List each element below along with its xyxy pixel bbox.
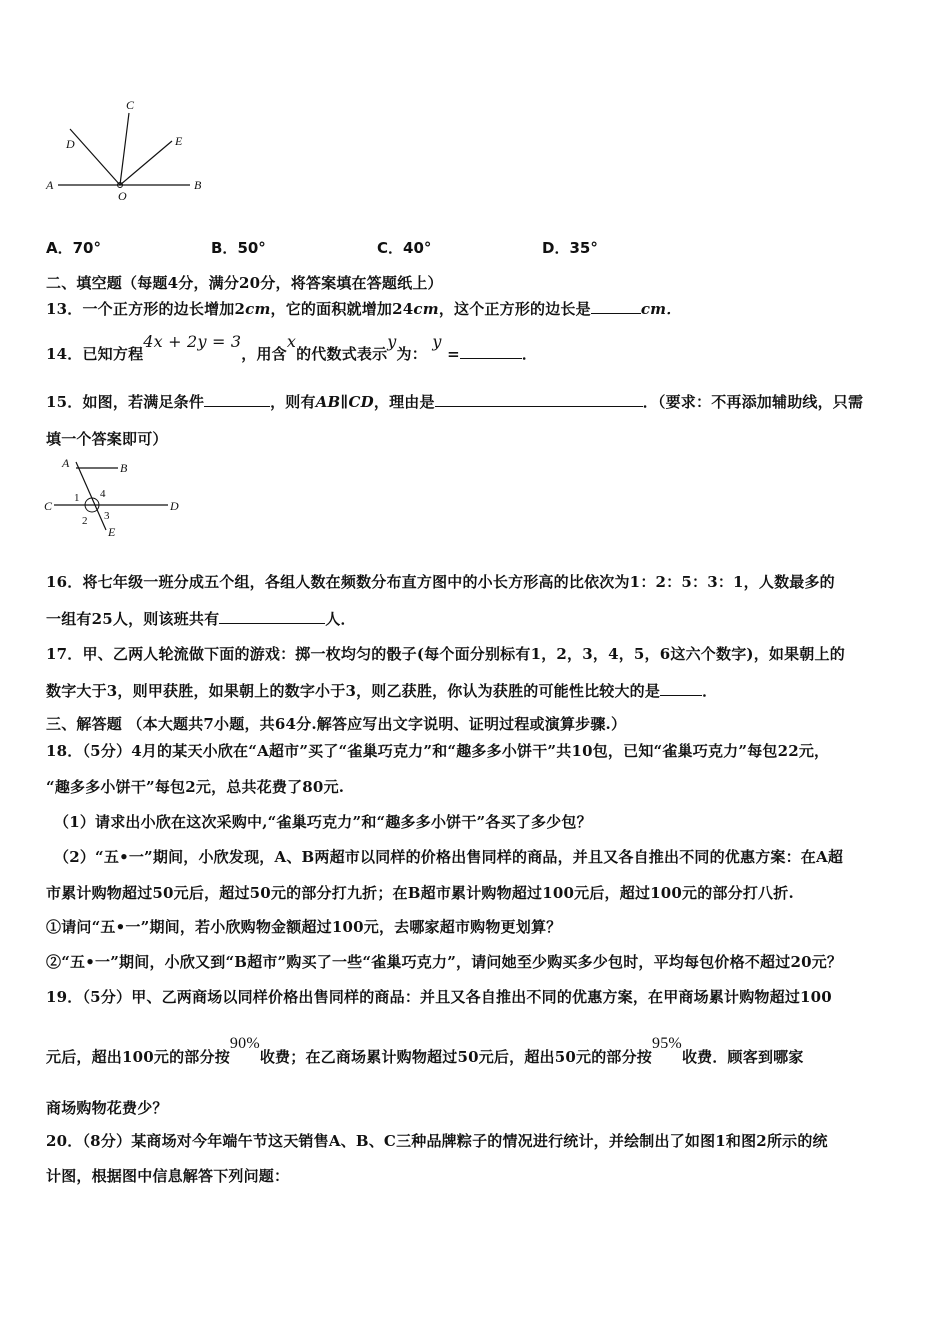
label-a: A — [46, 178, 54, 192]
question-18-sub-2: ②“五•一”期间，小欣又到“B超市”购买了一些“雀巢巧克力”，请问她至少购买多少包时，平均每包价格不超过20元？ — [46, 953, 843, 971]
section-3-heading: 三、解答题 （本大题共7小题，共64分.解答应写出文字说明、证明过程或演算步骤.） — [46, 715, 627, 733]
q14-var-y2: y — [432, 332, 442, 351]
question-20-line-1: 20．（8分）某商场对今年端午节这天销售A、B、C三种品牌粽子的情况进行统计，并绘制出了如图1和图2所示的统 — [46, 1132, 828, 1150]
question-17-line-1: 17．甲、乙两人轮流做下面的游戏：掷一枚均匀的骰子(每个面分别标有1，2，3，4，5，6这六个数字)，如果朝上的 — [46, 645, 845, 663]
q17-answer-blank[interactable] — [660, 681, 702, 696]
q14-end: ． — [521, 345, 538, 363]
label-d: D — [170, 499, 179, 513]
label-e: E — [175, 134, 183, 148]
ray-oc — [120, 113, 129, 185]
q19-part-c: 收费．顾客到哪家 — [681, 1048, 804, 1066]
angle-4: 4 — [100, 488, 106, 500]
q17-pre: 数字大于3，则甲获胜，如果朝上的数字小于3，则乙获胜，你认为获胜的可能性比较大的是 — [46, 682, 661, 700]
label-c: C — [126, 98, 135, 112]
q15-parallel: AB∥CD — [315, 393, 374, 411]
question-16-line-2 — [46, 608, 356, 629]
question-18-part-1: （1）请求出小欣在这次采购中,“雀巢巧克力”和“趣多多小饼干”各买了多少包？ — [54, 813, 592, 831]
question-18-line-1: 18．（5分）4月的某天小欣在“A超市”买了“雀巢巧克力”和“趣多多小饼干”共10包，已知“雀巢巧克力”每包22元， — [46, 742, 830, 760]
ray-od — [70, 129, 120, 185]
option-b-letter: B． — [211, 239, 238, 257]
q14-pre: 14．已知方程 — [46, 345, 144, 363]
question-16-line-1: 16．将七年级一班分成五个组，各组人数在频数分布直方图中的小长方形高的比依次为1：2：5：3：1，人数最多的 — [46, 573, 835, 591]
option-c — [377, 237, 431, 258]
question-19-line-1: 19．（5分）甲、乙两商场以同样价格出售同样的商品：并且又各自推出不同的优惠方案，在甲商场累计购物超过100 — [46, 988, 832, 1006]
question-18-line-2: “趣多多小饼干”每包2元，总共花费了80元. — [46, 778, 345, 796]
question-18-sub-1: ①请问“五•一”期间，若小欣购物金额超过100元，去哪家超市购物更划算？ — [46, 918, 562, 936]
q14-equation: 4x + 2y = 3 — [143, 332, 242, 351]
question-18-part-2-line-1: （2）“五•一”期间，小欣发现，A、B两超市以同样的价格出售同样的商品，并且又各自推出不同的优惠方案：在A超 — [54, 848, 844, 866]
question-15-line-2: 填一个答案即可） — [46, 430, 168, 448]
option-c-letter: C． — [377, 239, 404, 257]
q14-var-y: y — [387, 332, 397, 351]
label-b: B — [120, 461, 128, 475]
option-d-value: 35° — [569, 239, 598, 257]
q13-unit-2: cm — [413, 300, 439, 318]
q15-end: ．（要求：不再添加辅助线，只需 — [642, 393, 864, 411]
angle-1: 1 — [74, 492, 80, 504]
label-a: A — [62, 456, 70, 470]
q14-eqsign: = — [447, 345, 460, 363]
option-c-value: 40° — [403, 239, 432, 257]
q16-pre: 一组有25人，则该班共有 — [46, 610, 220, 628]
q13-answer-blank[interactable] — [591, 299, 641, 314]
option-b-value: 50° — [237, 239, 266, 257]
label-c: C — [44, 499, 53, 513]
q16-end: 人． — [325, 610, 356, 628]
label-d: D — [66, 137, 75, 151]
q15-condition-blank[interactable] — [204, 392, 270, 407]
ray-oe — [120, 141, 172, 185]
q13-unit-1: cm — [245, 300, 271, 318]
option-d-letter: D． — [542, 239, 570, 257]
option-a — [46, 237, 101, 258]
parallel-lines-figure — [40, 454, 190, 544]
angle-figure — [40, 96, 220, 208]
option-a-letter: A． — [46, 239, 73, 257]
q14-mid2: 的代数式表示 — [296, 345, 388, 363]
q15-mid: ，则有 — [270, 393, 316, 411]
q14-mid3: 为： — [396, 345, 427, 363]
section-2-heading: 二、填空题（每题4分，满分20分，将答案填在答题纸上） — [46, 274, 443, 292]
q13-tail: cm． — [640, 300, 682, 318]
q19-part-b: 收费；在乙商场累计购物超过50元后，超出50元的部分按 — [259, 1048, 653, 1066]
question-13 — [46, 298, 681, 319]
option-a-value: 70° — [72, 239, 101, 257]
question-20-line-2: 计图，根据图中信息解答下列问题： — [46, 1167, 290, 1185]
q14-answer-blank[interactable] — [460, 344, 522, 359]
q17-end: ． — [702, 682, 718, 700]
q19-percent-1: 90% — [229, 1035, 260, 1052]
q13-pre: 13．一个正方形的边长增加2 — [46, 300, 246, 318]
q14-var-x: x — [286, 332, 297, 351]
question-19-line-2 — [46, 1035, 804, 1067]
question-14 — [46, 332, 538, 364]
question-15-line-1 — [46, 391, 863, 412]
q15-reason-blank[interactable] — [435, 392, 643, 407]
q16-answer-blank[interactable] — [219, 609, 325, 624]
q15-mid2: ，理由是 — [373, 393, 435, 411]
angle-2: 2 — [82, 515, 88, 527]
label-b: B — [194, 178, 202, 192]
q19-percent-2: 95% — [652, 1035, 682, 1052]
question-17-line-2 — [46, 680, 717, 701]
q13-mid: ，它的面积就增加24 — [270, 300, 414, 318]
question-18-part-2-line-2: 市累计购物超过50元后，超过50元的部分打九折；在B超市累计购物超过100元后，超过100元的部分打八折. — [46, 884, 794, 902]
q15-pre: 15．如图，若满足条件 — [46, 393, 205, 411]
q14-mid1: ，用含 — [241, 345, 287, 363]
q19-part-a: 元后，超出100元的部分按 — [46, 1048, 230, 1066]
q13-post: ，这个正方形的边长是 — [438, 300, 591, 318]
option-d — [542, 237, 598, 258]
angle-3: 3 — [104, 510, 110, 522]
label-e: E — [108, 525, 116, 539]
option-b — [211, 237, 266, 258]
question-19-line-3: 商场购物花费少？ — [46, 1099, 168, 1117]
label-o: O — [118, 189, 127, 203]
